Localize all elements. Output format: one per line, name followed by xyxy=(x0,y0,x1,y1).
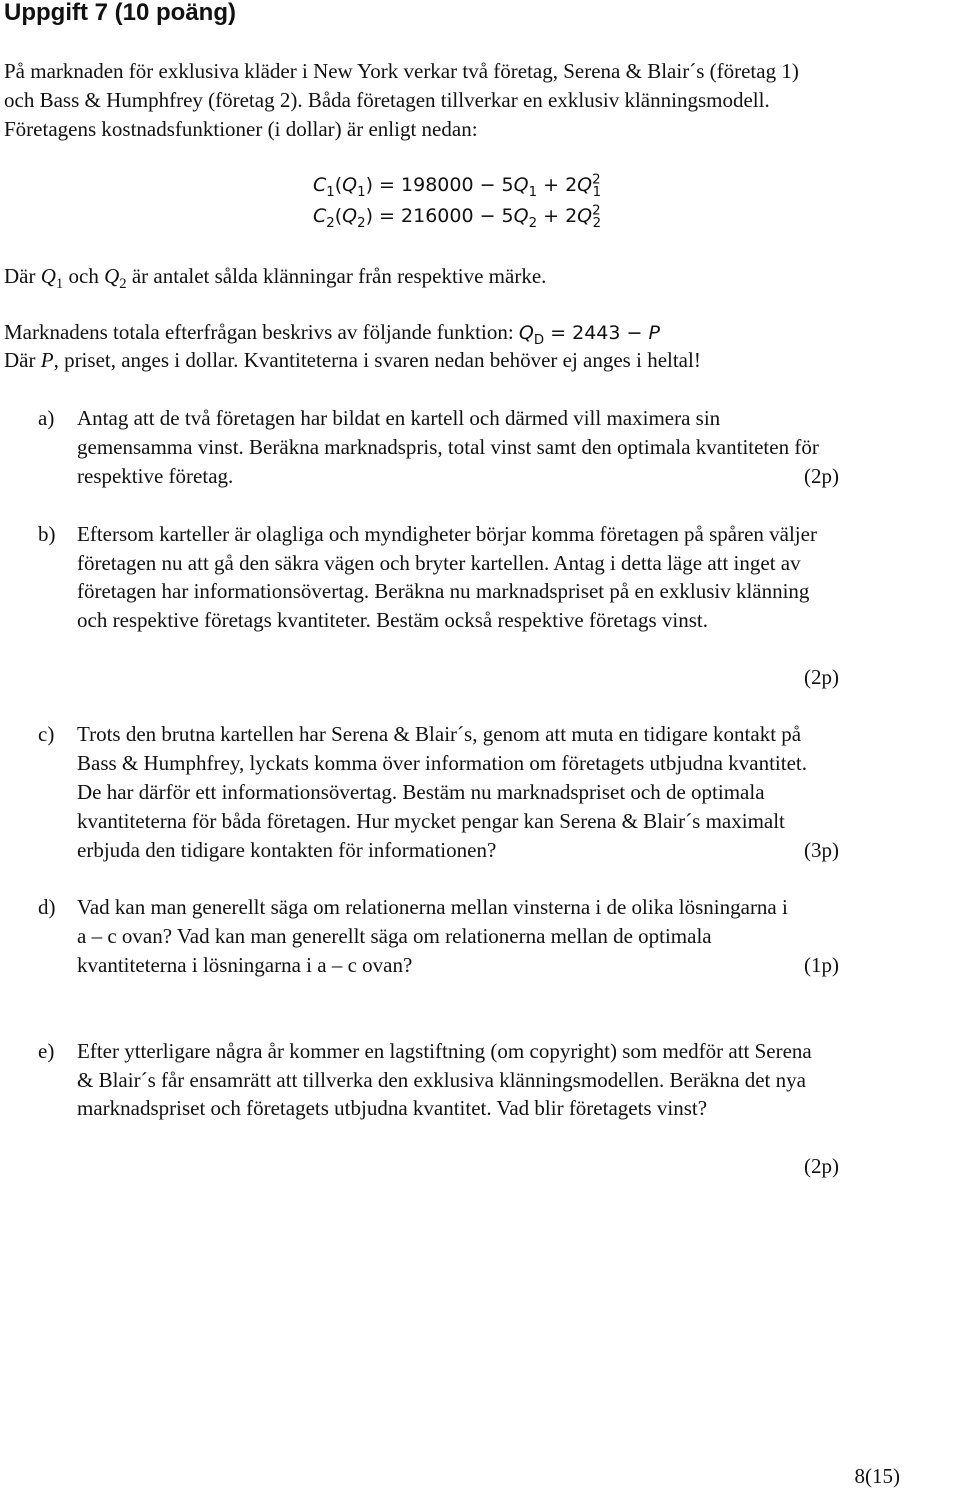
question-d-points: (1p) xyxy=(804,953,839,977)
question-d-line: a – c ovan? Vad kan man generellt säga om relationerna mellan de optimala xyxy=(77,924,712,948)
question-d-line: kvantiteterna i lösningarna i a – c ovan? xyxy=(77,953,413,977)
question-c-line: Bass & Humphfrey, lyckats komma över information om företagets utbjudna kvantitet. xyxy=(77,751,807,775)
question-c-line: erbjuda den tidigare kontakten för informationen? xyxy=(77,838,497,862)
intro-line-2: och Bass & Humphfrey (företag 2). Båda företagen tillverkar en exklusiv klänningsmodell. xyxy=(4,88,770,112)
question-a-line: respektive företag. xyxy=(77,464,234,488)
cost-function-1: $C_1(Q_1) = 198000 - 5Q_1 + 2Q^2_1$ xyxy=(313,172,602,200)
question-a-points: (2p) xyxy=(804,464,839,488)
intro-line-3: Företagens kostnadsfunktioner (i dollar) är enligt nedan: xyxy=(4,117,478,141)
cost-function-2: $C_2(Q_2) = 216000 - 5Q_2 + 2Q^2_2$ xyxy=(313,203,602,231)
question-e-line: marknadspriset och företagets utbjudna kvantitet. Vad blir företagets vinst? xyxy=(77,1096,708,1120)
page-number: 8(15) xyxy=(854,1464,900,1488)
question-c-line: De har därför ett informationsövertag. Bestäm nu marknadspriset och de optimala xyxy=(77,780,765,804)
question-d-label: d) xyxy=(38,895,56,919)
question-b-points: (2p) xyxy=(804,665,839,689)
question-e-line: & Blair´s får ensamrätt att tillverka den exklusiva klänningsmodellen. Beräkna det nya xyxy=(77,1068,806,1092)
question-c-line: Trots den brutna kartellen har Serena & Blair´s, genom att muta en tidigare kontakt på xyxy=(77,722,802,746)
variable-definition-q: Där $Q_1$ och $Q_2$ är antalet sålda klänningar från respektive märke. xyxy=(4,264,547,293)
intro-line-1: På marknaden för exklusiva kläder i New York verkar två företag, Serena & Blair´s (företag 1) xyxy=(4,59,799,83)
question-b-line: och respektive företags kvantiteter. Bestäm också respektive företags vinst. xyxy=(77,608,708,632)
question-e-points: (2p) xyxy=(804,1154,839,1178)
question-a-label: a) xyxy=(38,406,55,430)
question-a-line: Antag att de två företagen har bildat en kartell och därmed vill maximera sin xyxy=(77,406,721,430)
question-d-line: Vad kan man generellt säga om relationerna mellan vinsterna i de olika lösningarna i xyxy=(77,895,788,919)
page-title: Uppgift 7 (10 poäng) xyxy=(4,0,236,26)
question-e-line: Efter ytterligare några år kommer en lagstiftning (om copyright) som medför att Serena xyxy=(77,1039,812,1063)
question-b-label: b) xyxy=(38,522,56,546)
demand-function: Marknadens totala efterfrågan beskrivs av följande funktion: $Q_D = 2443 - P$ xyxy=(4,320,660,348)
question-c-points: (3p) xyxy=(804,838,839,862)
question-b-line: Eftersom karteller är olagliga och myndigheter börjar komma företagen på spåren väljer xyxy=(77,522,817,546)
question-c-line: kvantiteterna för båda företagen. Hur mycket pengar kan Serena & Blair´s maximalt xyxy=(77,809,785,833)
question-a-line: gemensamma vinst. Beräkna marknadspris, total vinst samt den optimala kvantiteten för xyxy=(77,435,819,459)
variable-definition-p: Där P, priset, anges i dollar. Kvantiteterna i svaren nedan behöver ej anges i heltal! xyxy=(4,348,701,372)
question-b-line: företagen nu att gå den säkra vägen och bryter kartellen. Antag i detta läge att inget av xyxy=(77,551,801,575)
question-e-label: e) xyxy=(38,1039,55,1063)
question-b-line: företagen har informationsövertag. Beräkna nu marknadspriset på en exklusiv klänning xyxy=(77,579,810,603)
question-c-label: c) xyxy=(38,722,55,746)
